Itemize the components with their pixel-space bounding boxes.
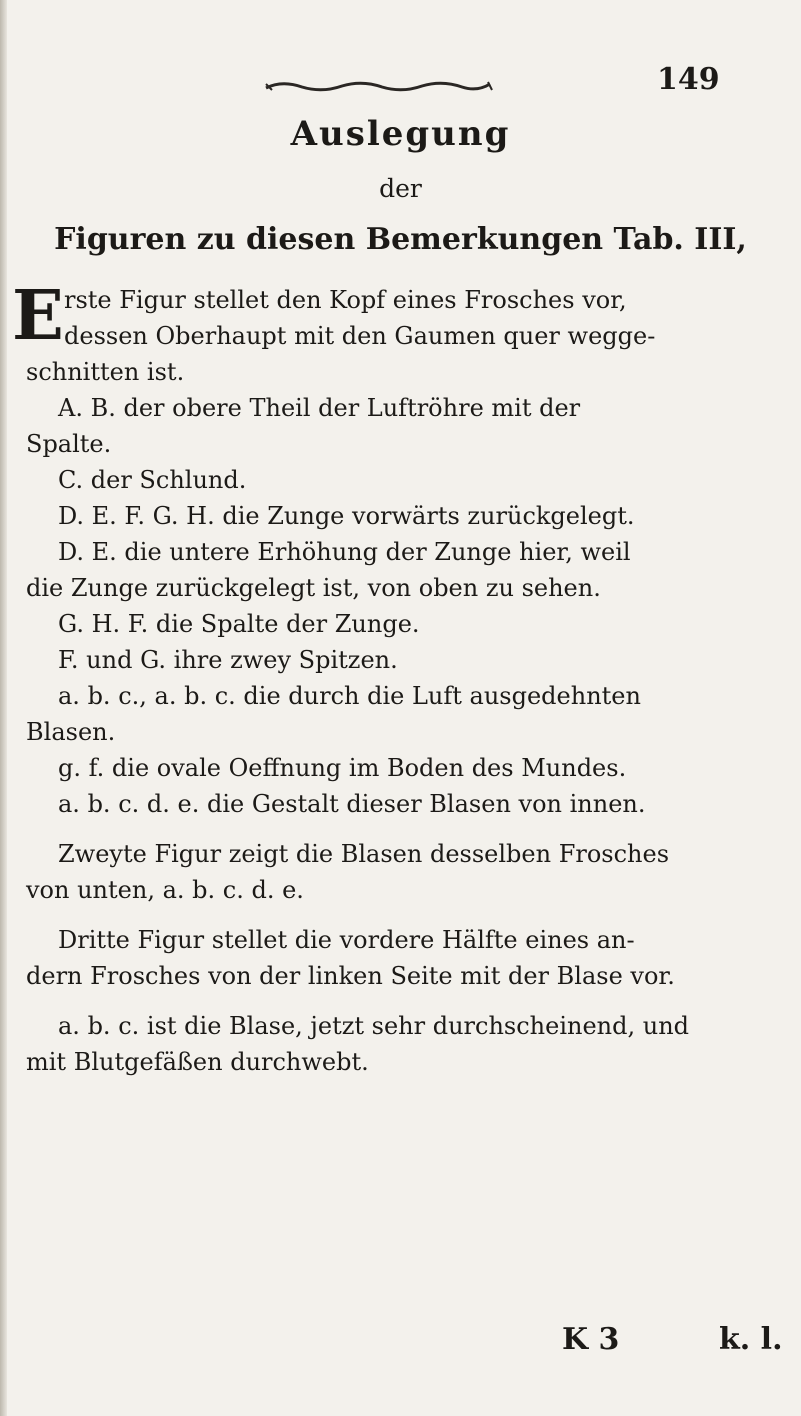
page-heading: Figuren zu diesen Bemerkungen Tab. III,: [54, 222, 747, 257]
text-line: dessen Oberhaupt mit den Gaumen quer wegge-: [64, 322, 656, 350]
text-line: Dritte Figur stellet die vordere Hälfte eines an-: [58, 926, 635, 954]
text-line: rste Figur stellet den Kopf eines Frosches vor,: [64, 286, 627, 314]
ornament-rule: [262, 78, 494, 94]
text-line: mit Blutgefäßen durchwebt.: [26, 1048, 369, 1076]
text-line: G. H. F. die Spalte der Zunge.: [58, 610, 420, 638]
text-line: die Zunge zurückgelegt ist, von oben zu sehen.: [26, 574, 601, 602]
drop-capital: E: [12, 276, 64, 356]
page-number: 149: [657, 62, 720, 97]
text-line: schnitten ist.: [26, 358, 185, 386]
text-line: Spalte.: [26, 430, 112, 458]
text-line: C. der Schlund.: [58, 466, 247, 494]
text-line: D. E. F. G. H. die Zunge vorwärts zurückgelegt.: [58, 502, 635, 530]
page-edge: [0, 0, 7, 1416]
catchword: k. l.: [719, 1322, 783, 1357]
signature-mark: K 3: [562, 1322, 620, 1357]
text-line: A. B. der obere Theil der Luftröhre mit der: [58, 394, 581, 422]
text-line: F. und G. ihre zwey Spitzen.: [58, 646, 398, 674]
text-line: von unten, a. b. c. d. e.: [26, 876, 304, 904]
text-line: a. b. c., a. b. c. die durch die Luft ausgedehnten: [58, 682, 641, 710]
text-line: a. b. c. d. e. die Gestalt dieser Blasen von innen.: [58, 790, 646, 818]
page-subtitle: der: [379, 174, 422, 203]
text-line: g. f. die ovale Oeffnung im Boden des Mundes.: [58, 754, 627, 782]
text-line: D. E. die untere Erhöhung der Zunge hier, weil: [58, 538, 631, 566]
text-line: dern Frosches von der linken Seite mit der Blase vor.: [26, 962, 675, 990]
text-line: Zweyte Figur zeigt die Blasen desselben Frosches: [58, 840, 670, 868]
page-title: Auslegung: [290, 114, 511, 154]
text-line: a. b. c. ist die Blase, jetzt sehr durchscheinend, und: [58, 1012, 690, 1040]
text-line: Blasen.: [26, 718, 116, 746]
